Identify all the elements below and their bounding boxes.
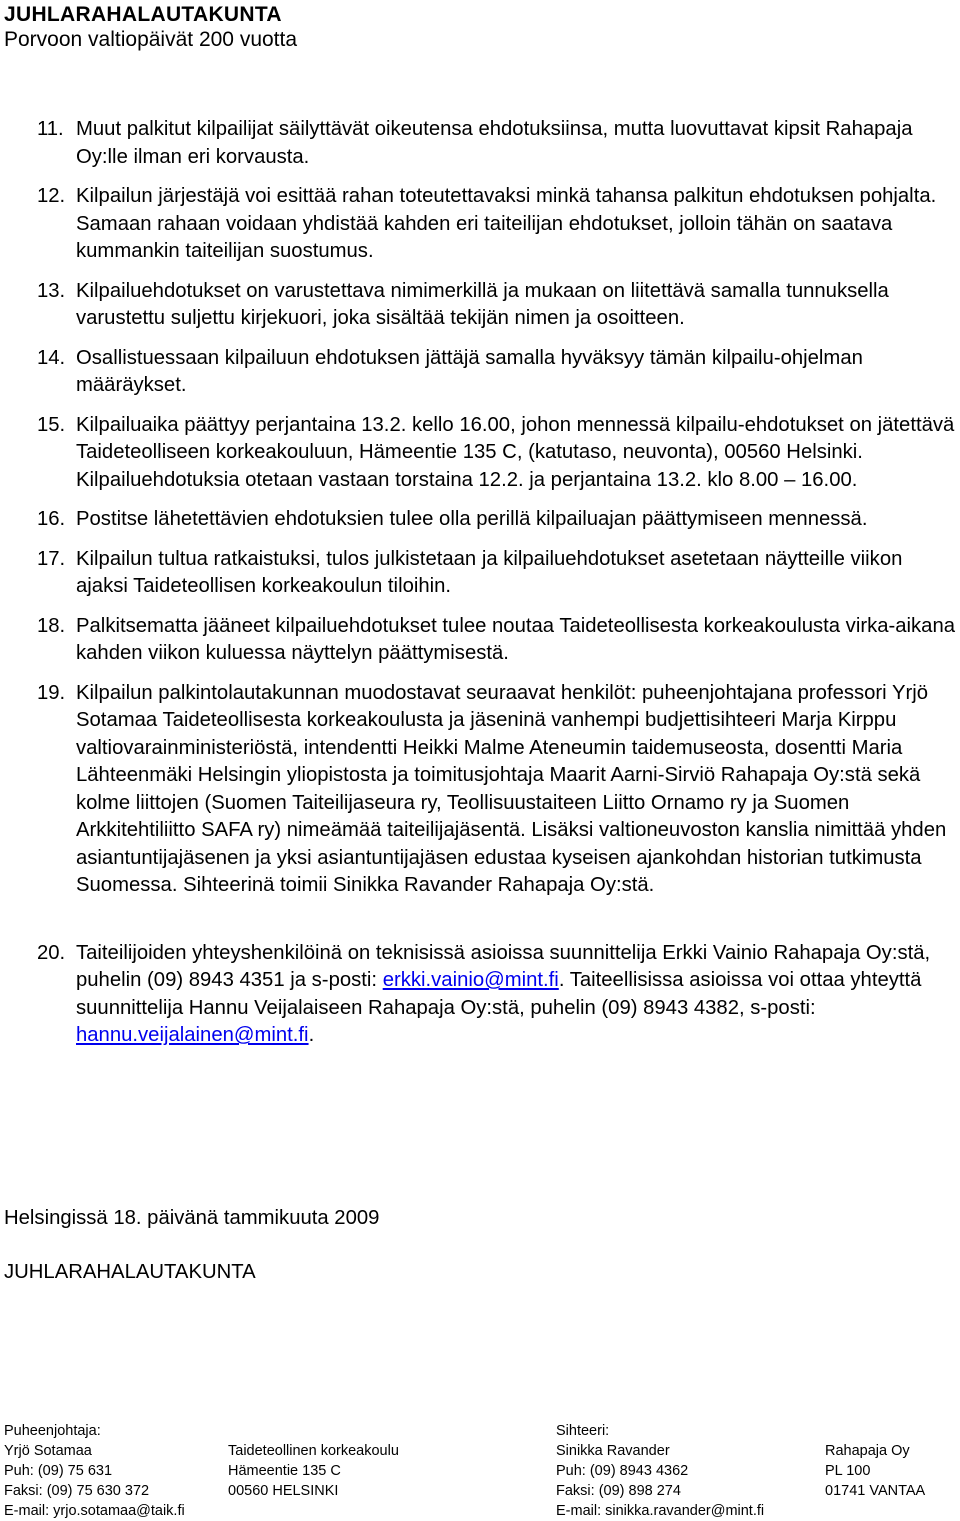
rule-number: 11. [37, 118, 64, 140]
footer-secretary [556, 1421, 764, 1521]
rule-item-11 [0, 116, 960, 171]
rule-item-15 [0, 412, 960, 495]
signature: JUHLARAHALAUTAKUNTA [4, 1261, 256, 1283]
email-link-hannu-veijalainen[interactable]: hannu.veijalainen@mint.fi [76, 1024, 309, 1046]
rule-item-16 [0, 506, 960, 534]
rule-text: Postitse lähetettävien ehdotuksien tulee olla perillä kilpailuajan päättymiseen mennessä. [76, 508, 868, 530]
secretary-org-city: 01741 VANTAA [825, 1483, 926, 1499]
rule-item-20 [0, 940, 960, 1050]
rule-text: Palkitsematta jääneet kilpailuehdotukset tulee noutaa Taideteollisesta korkeakoulusta virka-aikana kahden viikon kuluessa näyttelyn päättymisestä. [76, 614, 956, 664]
rule-number: 14. [37, 346, 66, 369]
rule-item-17 [0, 546, 960, 601]
chair-name: Yrjö Sotamaa [4, 1443, 92, 1459]
document-header [4, 2, 297, 52]
rule-number: 19. [37, 681, 66, 704]
chair-phone: Puh: (09) 75 631 [4, 1463, 113, 1479]
rule-text: Kilpailun järjestäjä voi esittää rahan toteutettavaksi minkä tahansa palkitun ehdotuksen pohjalta. Samaan rahaan voidaan yhdistää kahden eri taiteilijan ehdotukset, jolloin tähän on saatava kummankin taiteilijan suostumus. [76, 185, 937, 262]
rule-number: 15. [37, 413, 66, 436]
rule-item-18 [0, 613, 960, 668]
rule-text-part: . Taiteellisissa asioissa voi ottaa yhteyttä suunnittelija Hannu Veijalaiseen Rahapaja Oy:stä, puhelin (09) 8943 4382, s-posti: [76, 969, 922, 1019]
secretary-email: E-mail: sinikka.ravander@mint.fi [556, 1503, 765, 1519]
footer-secretary-org [825, 1421, 925, 1501]
header-title: JUHLARAHALAUTAKUNTA [4, 3, 282, 26]
rule-number: 17. [37, 547, 66, 570]
place-and-date: Helsingissä 18. päivänä tammikuuta 2009 [4, 1207, 380, 1229]
rule-item-14 [0, 345, 960, 400]
secretary-org-street: PL 100 [825, 1463, 871, 1479]
rule-text: Muut palkitut kilpailijat säilyttävät oikeutensa ehdotuksiinsa, mutta luovuttavat kipsit Rahapaja Oy:lle ilman eri korvausta. [76, 118, 913, 168]
email-link-erkki-vainio[interactable]: erkki.vainio@mint.fi [382, 969, 559, 991]
rule-item-12 [0, 183, 960, 266]
rule-text: Kilpailun tultua ratkaistuksi, tulos julkistetaan ja kilpailuehdotukset asetetaan näytteille viikon ajaksi Taideteollisen korkeakoulun tiloihin. [76, 547, 903, 597]
secretary-name: Sinikka Ravander [556, 1443, 670, 1459]
secretary-role: Sihteeri: [556, 1423, 610, 1439]
rule-text: Osallistuessaan kilpailuun ehdotuksen jättäjä samalla hyväksyy tämän kilpailu-ohjelman määräykset. [76, 346, 863, 396]
rule-text: Kilpailuehdotukset on varustettava nimimerkillä ja mukaan on liitettävä samalla tunnuksella varustettu suljettu kirjekuori, joka sisältää tekijän nimen ja osoitteen. [76, 279, 889, 329]
chair-fax: Faksi: (09) 75 630 372 [4, 1483, 150, 1499]
rule-item-13 [0, 278, 960, 333]
rule-text: Kilpailuaika päättyy perjantaina 13.2. kello 16.00, johon mennessä kilpailu-ehdotukset on jätettävä Taideteolliseen korkeakouluun, Hämeentie 135 C, (katutaso, neuvonta), 00560 Helsinki. Kilpailuehdotuksia otetaan vastaan torstaina 12.2. ja perjantaina 13.2. klo 8.00 – 16.00. [76, 413, 955, 491]
rule-number: 13. [37, 279, 66, 302]
footer-chair [4, 1421, 185, 1521]
chair-org-name: Taideteollinen korkeakoulu [228, 1443, 399, 1459]
footer-chair-org [228, 1421, 399, 1501]
secretary-phone: Puh: (09) 8943 4362 [556, 1463, 689, 1479]
chair-role: Puheenjohtaja: [4, 1423, 101, 1439]
rule-number: 12. [37, 185, 66, 207]
rules-list [0, 116, 960, 1050]
rule-number: 20. [37, 941, 66, 964]
chair-email: E-mail: yrjo.sotamaa@taik.fi [4, 1503, 185, 1519]
rule-text-part: . [308, 1024, 315, 1046]
rule-text: Kilpailun palkintolautakunnan muodostavat seuraavat henkilöt: puheenjohtajana professori Yrjö Sotamaa Taideteollisesta korkeakoulusta ja jäseninä vanhempi budjettisihteeri Marja Kirppu valtiovarainministeriöstä, intendentti Heikki Malme Ateneumin taidemuseosta, dosentti Maria Lähteenmäki Helsingin yliopistosta ja toimitusjohtaja Maarit Aarni-Sirviö Rahapaja Oy:stä sekä kolme liittojen (Suomen Taiteilijaseura ry, Teollisuustaiteen Liitto Ornamo ry ja Suomen Arkkitehtiliitto SAFA ry) nimeämää taiteilijajäsentä. Lisäksi valtioneuvoston kanslia nimittää yhden asiantuntijajäsenen ja yksi asiantuntijajäsen edustaa kyseisen ajankohdan historian tutkimusta Suomessa. Sihteerinä toimii Sinikka Ravander Rahapaja Oy:stä. [76, 681, 947, 896]
rule-text-part: Taiteilijoiden yhteyshenkilöinä on teknisissä asioissa suunnittelija Erkki Vainio Rahapaja Oy:stä, puhelin (09) 8943 4351 ja s-posti: [76, 941, 931, 991]
header-subtitle: Porvoon valtiopäivät 200 vuotta [4, 28, 298, 51]
rule-number: 18. [37, 614, 66, 637]
chair-org-street: Hämeentie 135 C [228, 1463, 341, 1479]
chair-org-city: 00560 HELSINKI [228, 1483, 339, 1499]
secretary-fax: Faksi: (09) 898 274 [556, 1483, 681, 1499]
rule-number: 16. [37, 508, 66, 530]
rule-item-19 [0, 680, 960, 900]
secretary-org-name: Rahapaja Oy [825, 1443, 910, 1459]
